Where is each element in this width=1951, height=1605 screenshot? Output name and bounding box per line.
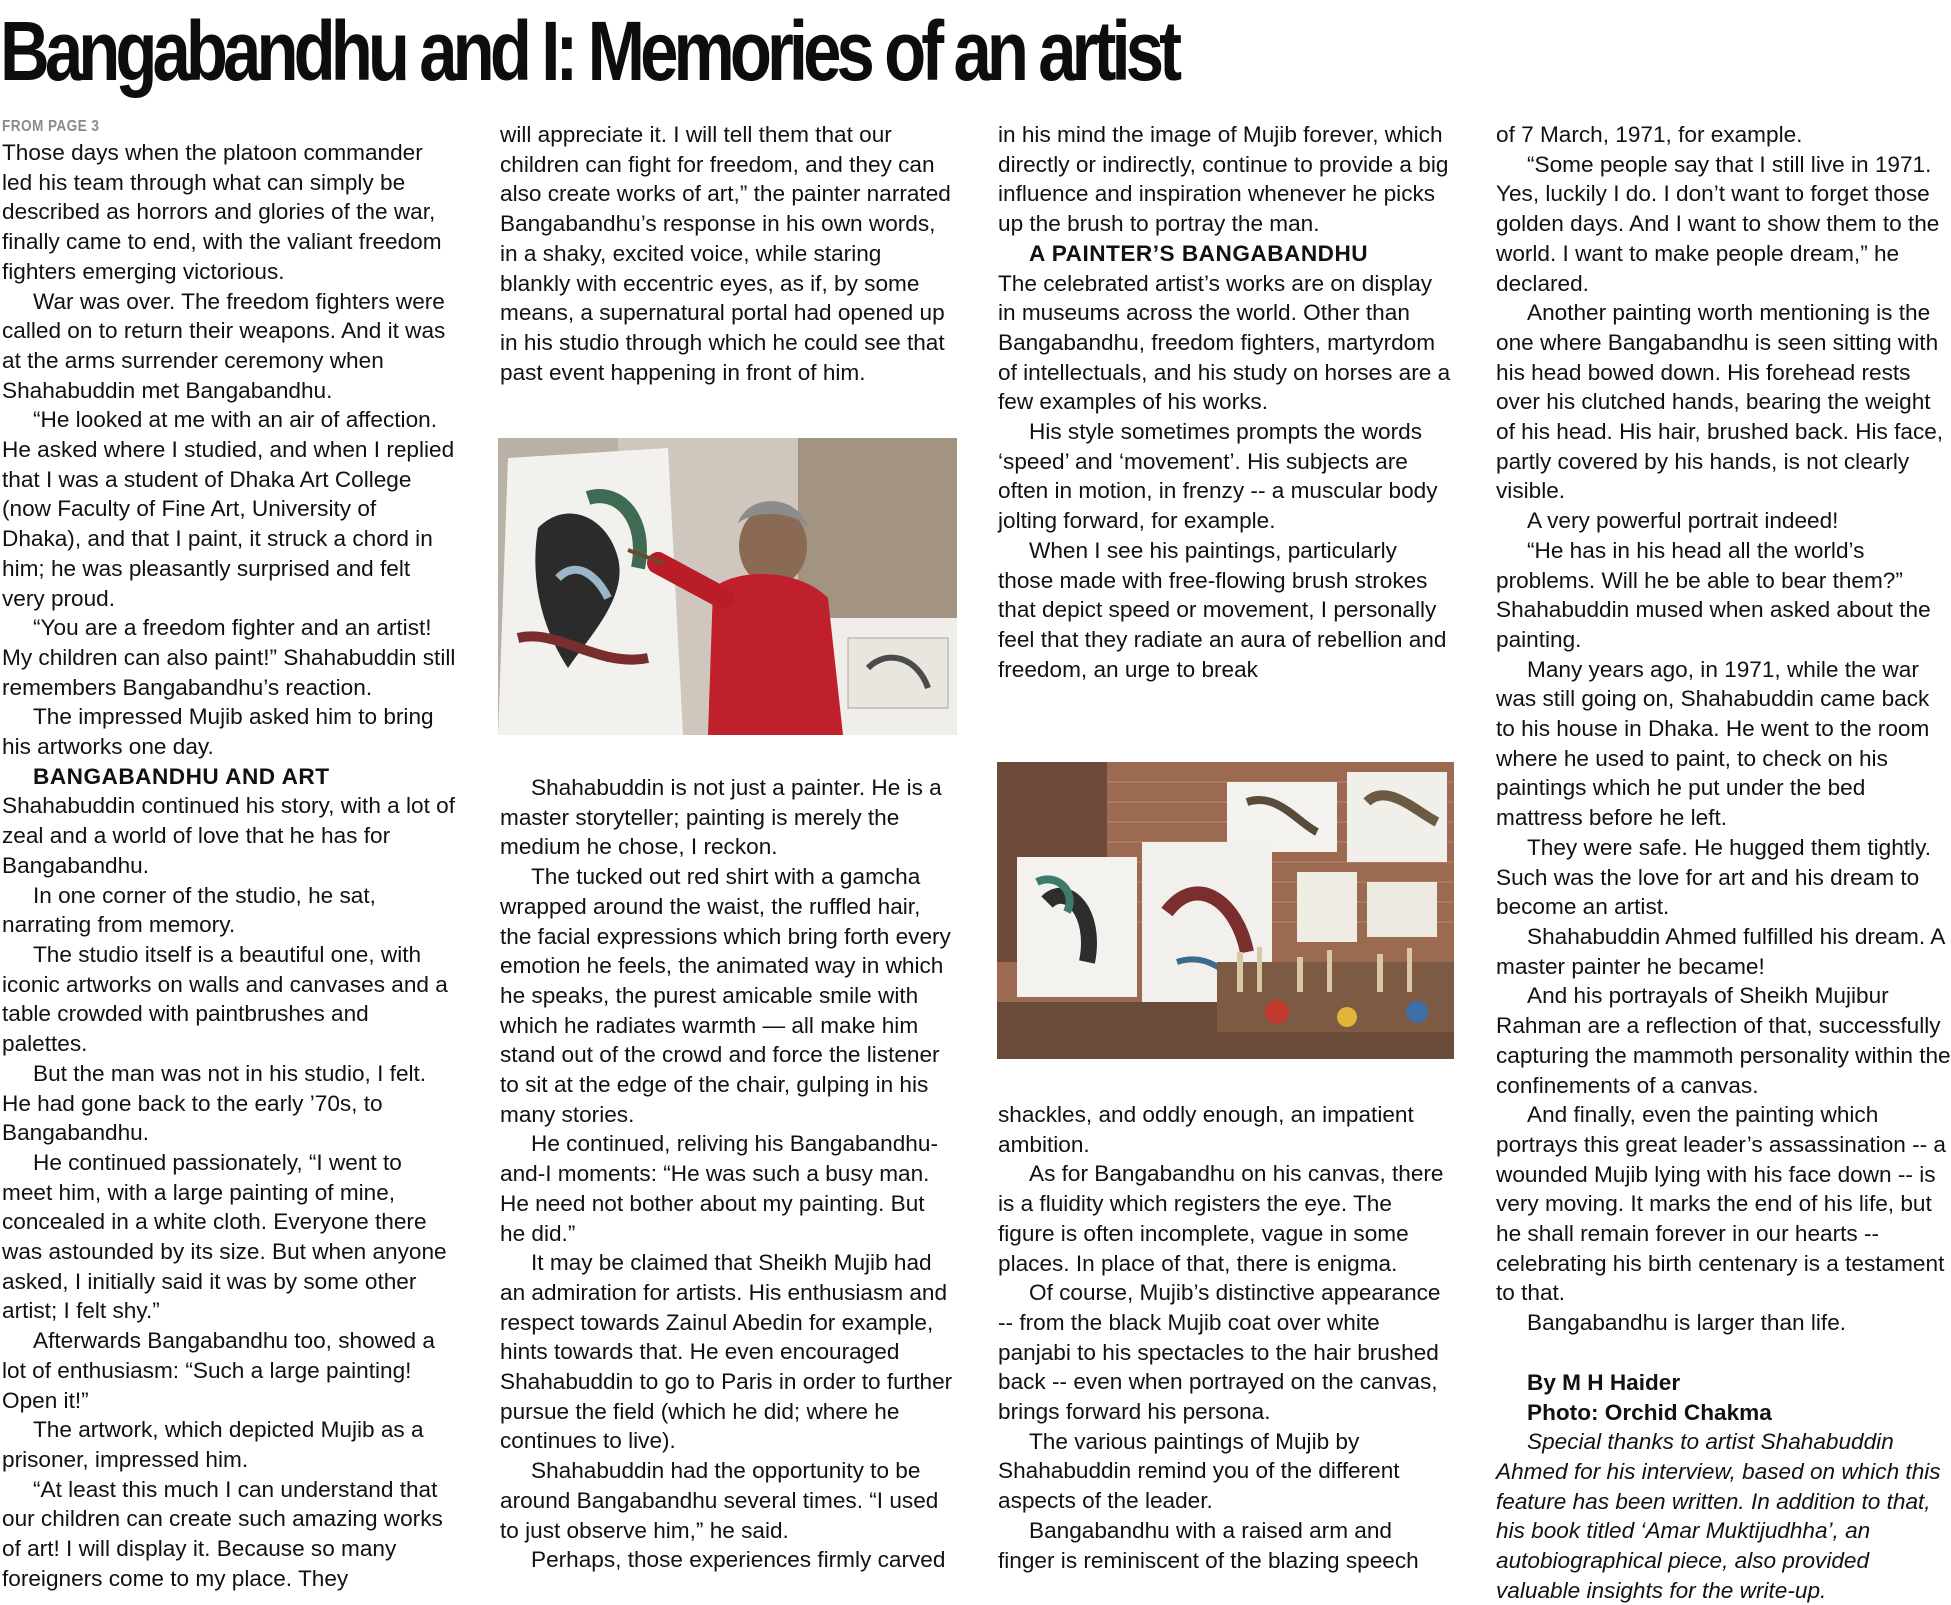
paragraph: “At least this much I can understand that our children can create such amazing works of art! I will display it. Because so many foreigners come to my place. They xyxy=(2,1476,443,1591)
paragraph: He continued, reliving his Bangabandhu-and-I moments: “He was such a busy man. He need not bother about my painting. But he did.” xyxy=(500,1131,938,1246)
column-2-top xyxy=(500,120,955,387)
paragraph: shackles, and oddly enough, an impatient ambition. xyxy=(998,1102,1414,1157)
paragraph: Many years ago, in 1971, while the war was still going on, Shahabuddin came back to his house in Dhaka. He went to the room where he used to paint, to check on his paintings which he put under the bed mattress before he left. xyxy=(1496,656,1930,831)
paragraph: He continued passionately, “I went to meet him, with a large painting of mine, concealed in a white cloth. Everyone there was astounded by its size. But when anyone asked, I initially said it was by some other artist; I felt shy.” xyxy=(2,1149,447,1324)
paragraph: Bangabandhu with a raised arm and finger is reminiscent of the blazing speech xyxy=(998,1517,1419,1573)
paragraph: As for Bangabandhu on his canvas, there is a fluidity which registers the eye. The figure is often incomplete, vague in some places. In place of that, there is enigma. xyxy=(998,1161,1444,1276)
column-2-bottom xyxy=(500,773,955,1575)
paragraph: The studio itself is a beautiful one, with iconic artworks on walls and canvases and a table crowded with paintbrushes and palettes. xyxy=(2,941,448,1057)
photo-painter-at-canvas xyxy=(498,438,957,735)
byline: By M H Haider xyxy=(1527,1369,1681,1395)
studio-photo-illustration xyxy=(997,762,1454,1059)
photo-studio xyxy=(997,762,1454,1059)
paragraph: They were safe. He hugged them tightly. Such was the love for art and his dream to become an artist. xyxy=(1496,834,1931,920)
paragraph: Shahabuddin Ahmed fulfilled his dream. A master painter he became! xyxy=(1496,923,1945,979)
column-1 xyxy=(2,118,457,1593)
paragraph: Those days when the platoon commander led his team through what can simply be described as horrors and glories of the war, finally came to end, with the valiant freedom fighters emerging victorious. xyxy=(2,140,442,284)
paragraph: “He has in his head all the world’s problems. Will he be able to bear them?” Shahabuddin mused when asked about the painting. xyxy=(1496,537,1931,652)
paragraph: A very powerful portrait indeed! xyxy=(1527,508,1839,534)
paragraph: Shahabuddin is not just a painter. He is a master storyteller; painting is merely the medium he chose, I reckon. xyxy=(500,775,942,860)
paragraph: will appreciate it. I will tell them that our children can fight for freedom, and they can also create works of art,” the painter narrated Bangabandhu’s response in his own words, in a shaky, excited voice, while staring blankly with eccentric eyes, as if, by some means, a supernatural portal had opened up in his studio through which he could see that past event happening in front of him. xyxy=(500,122,951,385)
paragraph: Of course, Mujib’s distinctive appearance -- from the black Mujib coat over white panjabi to his spectacles to the hair brushed back -- even when portrayed on the canvas, brings forward his persona. xyxy=(998,1280,1441,1425)
headline: Bangabandhu and I: Memories of an artist xyxy=(0,4,1178,98)
paragraph: of 7 March, 1971, for example. xyxy=(1496,122,1803,147)
paragraph: In one corner of the studio, he sat, narrating from memory. xyxy=(2,882,376,938)
paragraph: “You are a freedom fighter and an artist! My children can also paint!” Shahabuddin still remembers Bangabandhu’s reaction. xyxy=(2,615,456,700)
paragraph: The tucked out red shirt with a gamcha wrapped around the waist, the ruffled hair, the facial expressions which bring forth every emotion he feels, the animated way in which he speaks, the purest amicable smile with which he radiates warmth — all make him stand out of the crowd and force the listener to sit at the edge of the chair, gulping in his many stories. xyxy=(500,864,951,1127)
section-subhead: BANGABANDHU AND ART xyxy=(33,763,330,789)
section-subhead: A PAINTER’S BANGABANDHU xyxy=(1029,240,1369,266)
acknowledgement: Special thanks to artist Shahabuddin Ahmed for his interview, based on which this feature has been written. In addition to that, his book titled ‘Amar Muktijudhha’, an autobiographical piece, also provided valuable insights for the write-up. xyxy=(1496,1429,1941,1603)
photo-credit: Photo: Orchid Chakma xyxy=(1527,1399,1772,1425)
paragraph: The celebrated artist’s works are on display in museums across the world. Other than Bangabandhu, freedom fighters, martyrdom of intellectuals, and his study on horses are a few examples of his works. xyxy=(998,270,1451,415)
from-page-label: FROM PAGE 3 xyxy=(2,118,100,135)
paragraph: But the man was not in his studio, I felt. He had gone back to the early ’70s, to Bangabandhu. xyxy=(2,1060,427,1146)
paragraph: When I see his paintings, particularly those made with free-flowing brush strokes that depict speed or movement, I personally feel that they radiate an aura of rebellion and freedom, an urge to break xyxy=(998,537,1447,682)
paragraph: His style sometimes prompts the words ‘speed’ and ‘movement’. His subjects are often in motion, in frenzy -- a muscular body jolting forward, for example. xyxy=(998,419,1438,534)
paragraph: Shahabuddin had the opportunity to be around Bangabandhu several times. “I used to just observe him,” he said. xyxy=(500,1458,939,1543)
paragraph: Afterwards Bangabandhu too, showed a lot of enthusiasm: “Such a large painting! Open it!” xyxy=(2,1328,435,1413)
paragraph: “Some people say that I still live in 1971. Yes, luckily I do. I don’t want to forget those golden days. And I want to show them to the world. I want to make people dream,” he declared. xyxy=(1496,151,1940,296)
paragraph: And finally, even the painting which portrays this great leader’s assassination -- a wounded Mujib lying with his face down -- is very moving. It marks the end of his life, but he shall remain forever in our hearts -- celebrating his birth centenary is a testament to that. xyxy=(1496,1102,1946,1306)
paragraph: “He looked at me with an air of affection. He asked where I studied, and when I replied that I was a student of Dhaka Art College (now Faculty of Fine Art, University of Dhaka), and that I paint, it struck a chord in him; he was pleasantly surprised and felt very proud. xyxy=(2,407,455,611)
paragraph: It may be claimed that Sheikh Mujib had an admiration for artists. His enthusiasm and respect towards Zainul Abedin for example, hints towards that. He even encouraged Shahabuddin to go to Paris in order to further pursue the field (which he did; where he continues to live). xyxy=(500,1250,953,1454)
paragraph: Shahabuddin continued his story, with a lot of zeal and a world of love that he has for Bangabandhu. xyxy=(2,793,455,878)
column-3-top xyxy=(998,120,1453,684)
painter-photo-illustration xyxy=(498,438,957,735)
column-3-bottom xyxy=(998,1100,1453,1575)
column-4 xyxy=(1496,120,1951,1605)
paragraph: Perhaps, those experiences firmly carved xyxy=(531,1547,946,1573)
paragraph: The various paintings of Mujib by Shahabuddin remind you of the different aspects of the leader. xyxy=(998,1428,1400,1514)
paragraph: The artwork, which depicted Mujib as a prisoner, impressed him. xyxy=(2,1417,424,1472)
paragraph: And his portrayals of Sheikh Mujibur Rahman are a reflection of that, successfully capturing the mammoth personality within the confinements of a canvas. xyxy=(1496,983,1951,1098)
paragraph: Bangabandhu is larger than life. xyxy=(1527,1310,1847,1336)
paragraph: Another painting worth mentioning is the one where Bangabandhu is seen sitting with his head bowed down. His forehead rests over his clutched hands, bearing the weight of his head. His hair, brushed back. His face, partly covered by his hands, is not clearly visible. xyxy=(1496,300,1944,504)
paragraph: War was over. The freedom fighters were called on to return their weapons. And it was at the arms surrender ceremony when Shahabuddin met Bangabandhu. xyxy=(2,288,446,403)
paragraph: in his mind the image of Mujib forever, which directly or indirectly, continue to provide a big influence and inspiration whenever he picks up the brush to portray the man. xyxy=(998,122,1449,237)
paragraph: The impressed Mujib asked him to bring his artworks one day. xyxy=(2,704,434,760)
